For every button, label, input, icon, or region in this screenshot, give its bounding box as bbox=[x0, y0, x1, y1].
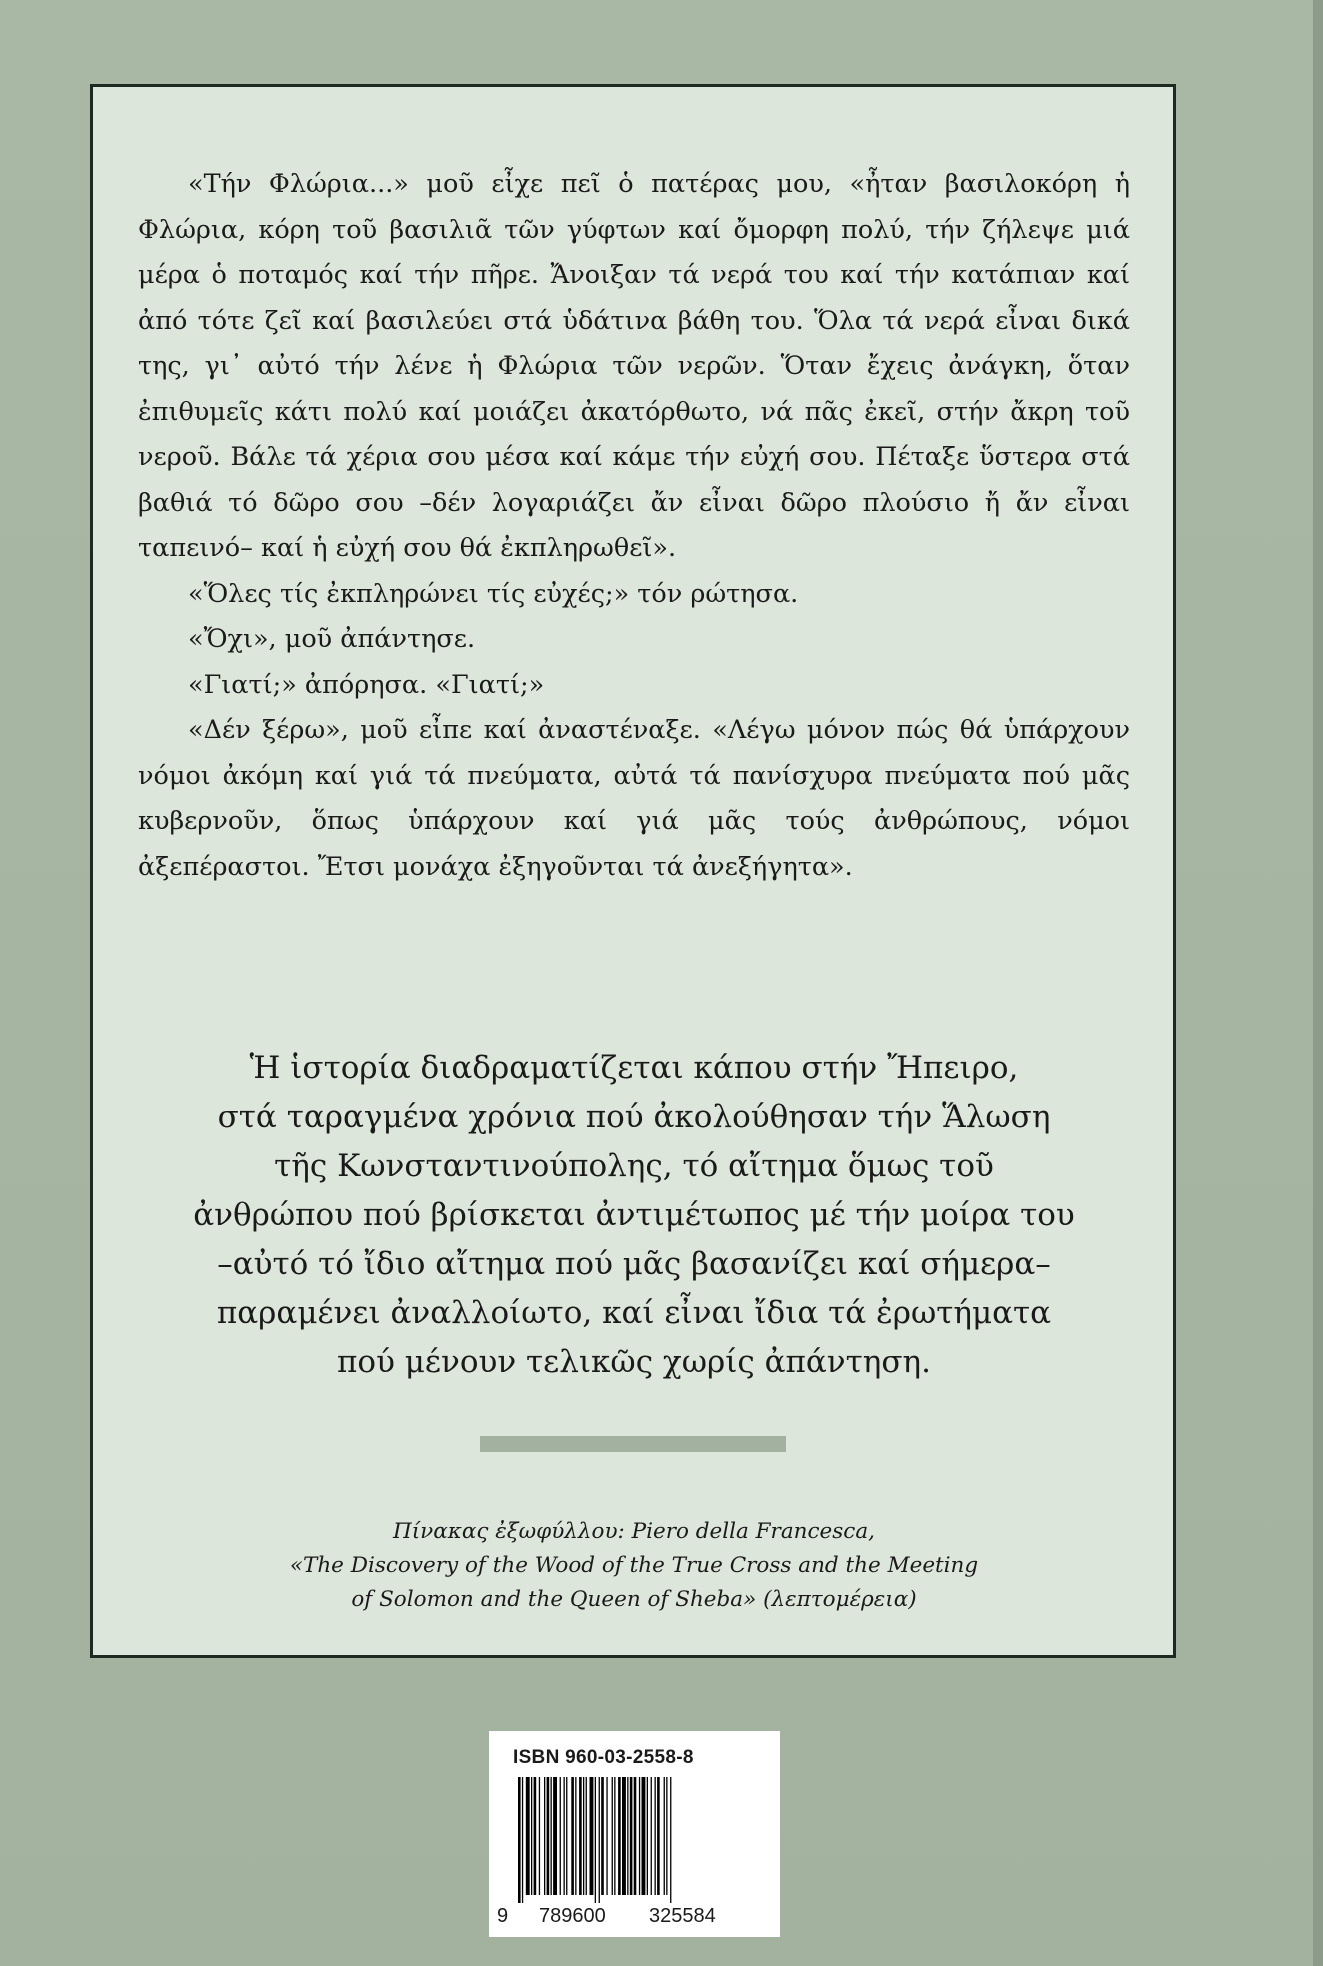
barcode-bar bbox=[526, 1777, 530, 1895]
cover-art-credit bbox=[138, 1515, 1130, 1617]
barcode-bar bbox=[599, 1777, 600, 1903]
barcode-bar bbox=[547, 1777, 550, 1895]
barcode-bar bbox=[618, 1777, 621, 1895]
barcode-bar bbox=[647, 1777, 648, 1895]
summary-line: πού μένουν τελικῶς χωρίς ἀπάντηση. bbox=[337, 1344, 931, 1380]
excerpt-paragraph: «Ὅλες τίς ἐκπληρώνει τίς εὐχές;» τόν ρώτησα. bbox=[188, 578, 799, 609]
barcode-bar bbox=[614, 1777, 615, 1895]
excerpt-paragraph: «Γιατί;» ἀπόρησα. «Γιατί;» bbox=[188, 669, 545, 700]
summary-line: Ἡ ἱστορία διαδραματίζεται κάπου στήν Ἤπειρο, bbox=[249, 1050, 1019, 1086]
excerpt-paragraph: «Ὄχι», μοῦ ἀπάντησε. bbox=[188, 624, 476, 654]
barcode-digits-left: 789600 bbox=[539, 1905, 606, 1927]
excerpt-paragraph: «Τήν Φλώρια...» μοῦ εἶχε πεῖ ὁ πατέρας μου, «ἦταν βασιλοκόρη ἡ Φλώρια, κόρη τοῦ βασιλιᾶ τῶν γύφτων καί ὄμορφη πολύ, τήν ζήλεψε μιά μέρα ὁ ποταμός καί τήν πῆρε. Ἄνοιξαν τά νερά του καί τήν κατάπιαν καί ἀπό τότε ζεῖ καί βασιλεύει στά ὑδάτινα βάθη του. Ὅλα τά νερά εἶναι δικά της, γι᾽ αὐτό τήν λένε ἡ Φλώρια τῶν νερῶν. Ὅταν ἔχεις ἀνάγκη, ὅταν ἐπιθυμεῖς κάτι πολύ καί μοιάζει ἀκατόρθωτο, νά πᾶς ἐκεῖ, στήν ἄκρη τοῦ νεροῦ. Βάλε τά χέρια σου μέσα καί κάμε τήν εὐχή σου. Πέταξε ὕστερα στά βαθιά τό δῶρο σου –δέν λογαριάζει ἄν εἶναι δῶρο πλούσιο ἤ ἄν εἶναι ταπεινό– καί ἡ εὐχή σου θά ἐκπληρωθεῖ». bbox=[138, 169, 1130, 563]
credit-line: Πίνακας ἐξωφύλλου: Piero della Francesca, bbox=[392, 1519, 875, 1544]
barcode-bar bbox=[560, 1777, 561, 1895]
barcode-bar bbox=[655, 1777, 656, 1895]
credit-line: of Solomon and the Queen of Sheba» (λεπτομέρεια) bbox=[351, 1587, 917, 1612]
isbn-number: ISBN 960-03-2558-8 bbox=[513, 1747, 694, 1768]
barcode-icon bbox=[514, 1777, 755, 1903]
barcode-bar bbox=[657, 1777, 660, 1895]
barcode-bar bbox=[622, 1777, 626, 1895]
excerpt-paragraph: «Δέν ξέρω», μοῦ εἶπε καί ἀναστέναξε. «Λέγω μόνον πώς θά ὑπάρχουν νόμοι ἀκόμη καί γιά τά πνεύματα, αὐτά τά πανίσχυρα πνεύματα πού μᾶς κυβερνοῦν, ὅπως ὑπάρχουν καί γιά μᾶς τούς ἀνθρώπους, νόμοι ἀξεπέραστοι. Ἔτσι μονάχα ἐξηγοῦνται τά ἀνεξήγητα». bbox=[138, 715, 1130, 882]
cover-edge bbox=[1313, 0, 1323, 1966]
barcode-bar bbox=[534, 1777, 537, 1895]
credit-line: «The Discovery of the Wood of the True Cross and the Meeting bbox=[289, 1553, 979, 1578]
summary-line: τῆς Κωνσταντινούπολης, τό αἴτημα ὅμως τοῦ bbox=[274, 1148, 994, 1184]
barcode-bar bbox=[634, 1777, 637, 1895]
decorative-divider bbox=[480, 1436, 786, 1452]
barcode-bar bbox=[518, 1777, 521, 1903]
barcode-bar bbox=[606, 1777, 607, 1895]
barcode-bar bbox=[553, 1777, 557, 1895]
barcode-bar bbox=[590, 1777, 594, 1895]
isbn-barcode-label bbox=[489, 1731, 780, 1937]
barcode-bar bbox=[642, 1777, 646, 1895]
barcode-bar bbox=[627, 1777, 628, 1895]
barcode-bar bbox=[664, 1777, 665, 1895]
barcode-bar bbox=[666, 1777, 667, 1895]
excerpt-text bbox=[138, 162, 1130, 890]
barcode-bar bbox=[651, 1777, 652, 1895]
barcode-bar bbox=[539, 1777, 540, 1895]
summary-line: στά ταραγμένα χρόνια πού ἀκολούθησαν τήν Ἅλωση bbox=[217, 1099, 1051, 1135]
barcode-bar bbox=[564, 1777, 565, 1895]
summary-line: –αὐτό τό ἴδιο αἴτημα πού μᾶς βασανίζει καί σήμερα– bbox=[217, 1246, 1051, 1282]
barcode-bar bbox=[639, 1777, 640, 1895]
summary-line: παραμένει ἀναλλοίωτο, καί εἶναι ἴδια τά ἐρωτήματα bbox=[216, 1295, 1052, 1331]
barcode-digits-right: 325584 bbox=[649, 1905, 716, 1927]
barcode-bar bbox=[595, 1777, 596, 1903]
barcode-bar bbox=[601, 1777, 604, 1895]
barcode-bar bbox=[522, 1777, 523, 1903]
barcode-bar bbox=[583, 1777, 584, 1895]
barcode-bar bbox=[630, 1777, 633, 1895]
summary-line: ἀνθρώπου πού βρίσκεται ἀντιμέτωπος μέ τήν μοίρα του bbox=[193, 1197, 1075, 1233]
barcode-bar bbox=[571, 1777, 574, 1895]
barcode-bar bbox=[586, 1777, 587, 1895]
barcode-digit-prefix: 9 bbox=[497, 1905, 509, 1927]
barcode-bar bbox=[575, 1777, 576, 1895]
barcode-bar bbox=[531, 1777, 532, 1895]
barcode-bar bbox=[551, 1777, 552, 1895]
barcode-bar bbox=[566, 1777, 567, 1895]
barcode-bar bbox=[612, 1777, 613, 1895]
summary-blurb bbox=[138, 1044, 1130, 1387]
barcode-bar bbox=[670, 1777, 671, 1903]
barcode-bar bbox=[579, 1777, 582, 1895]
barcode-bar bbox=[544, 1777, 545, 1895]
